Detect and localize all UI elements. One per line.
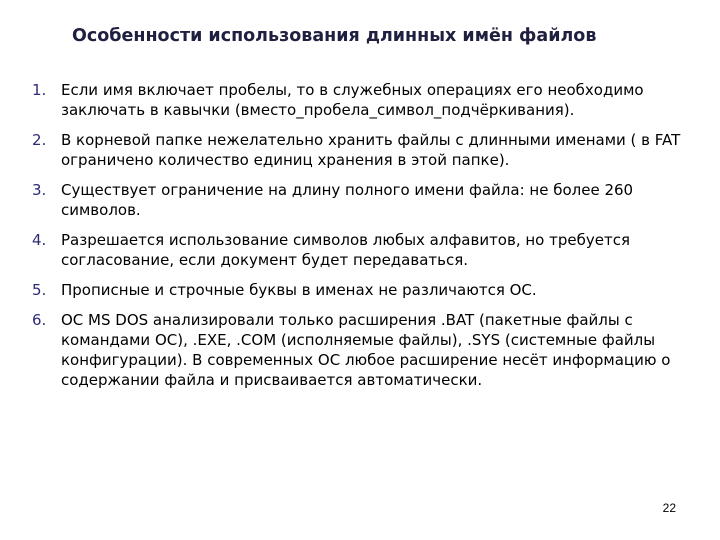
list-item-text: Разрешается использование символов любых алфавитов, но требуется согласование, если документ будет передаваться. — [61, 231, 630, 269]
list-item-number: 6. — [32, 311, 47, 329]
list-item — [30, 80, 690, 120]
list-item-number: 1. — [32, 81, 47, 99]
list-item-text: Если имя включает пробелы, то в служебных операциях его необходимо заключать в кавычки (вместо_пробела_символ_подчёркивания). — [61, 81, 644, 119]
list-item-number: 3. — [32, 181, 47, 199]
numbered-list — [30, 80, 690, 400]
list-item-text: Существует ограничение на длину полного имени файла: не более 260 символов. — [61, 181, 634, 219]
list-item — [30, 310, 690, 390]
list-item-text: В корневой папке нежелательно хранить файлы с длинными именами ( в FAT ограничено количество единиц хранения в этой папке). — [61, 131, 681, 169]
list-item-number: 4. — [32, 231, 47, 249]
list-item — [30, 230, 690, 270]
list-item — [30, 130, 690, 170]
page-number: 22 — [662, 501, 676, 515]
slide-title: Особенности использования длинных имён файлов — [72, 26, 597, 46]
list-item-number: 2. — [32, 131, 47, 149]
list-item — [30, 280, 690, 300]
list-item-text: ОС MS DOS анализировали только расширения .BAT (пакетные файлы с командами ОС), .EXE, .COM (исполняемые файлы), .SYS (системные файлы конфигурации). В современных ОС любое расширение несёт информацию о содержании файла и присваивается автоматически. — [61, 311, 671, 389]
list-item-text: Прописные и строчные буквы в именах не различаются ОС. — [61, 281, 537, 299]
list-item — [30, 180, 690, 220]
list-item-number: 5. — [32, 281, 47, 299]
